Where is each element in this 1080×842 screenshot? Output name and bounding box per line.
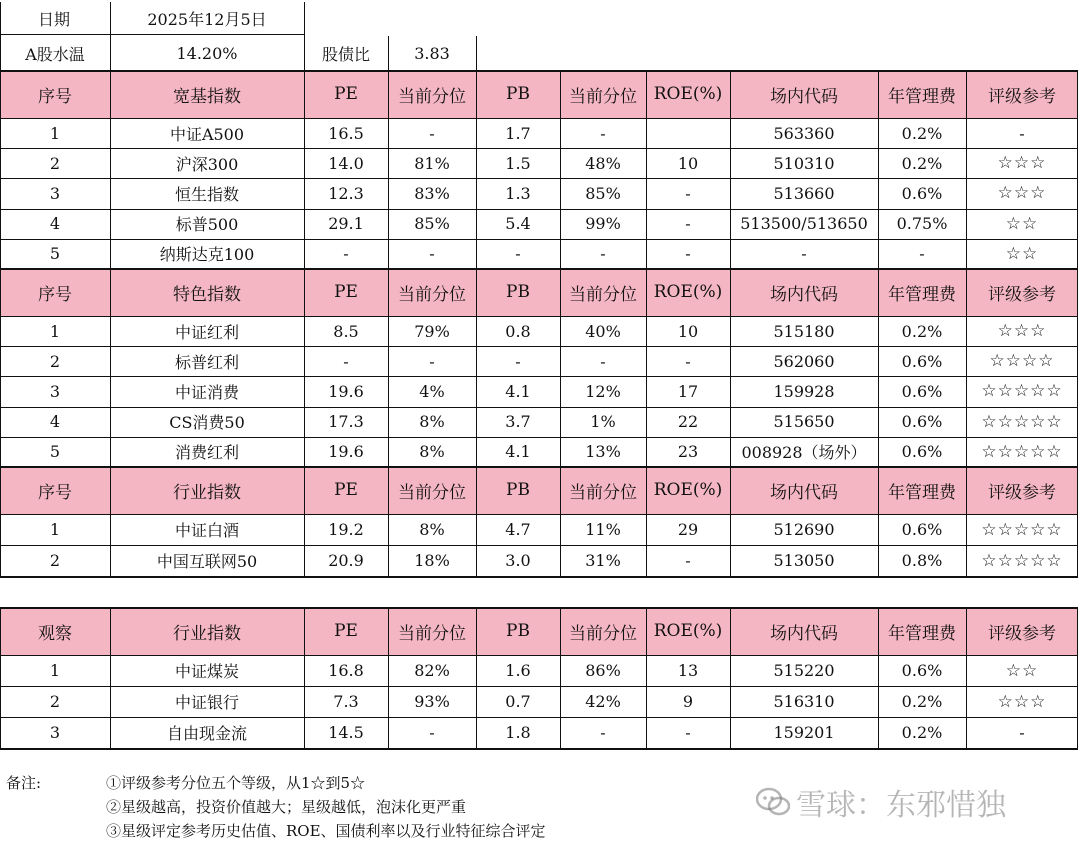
grid-line xyxy=(646,70,647,269)
cell-index-name: 中证红利 xyxy=(174,322,239,342)
note-line: ①评级参考分位五个等级，从1☆到5☆ xyxy=(106,774,366,792)
grid-line xyxy=(0,607,1078,609)
cell-management-fee: 0.6% xyxy=(901,183,943,203)
cell-management-fee: 0.8% xyxy=(901,551,943,570)
cell-rating: ☆☆☆ xyxy=(997,321,1047,342)
grid-line xyxy=(560,70,561,269)
grid-line xyxy=(646,607,647,748)
cell-ticker-code: 512690 xyxy=(773,520,835,539)
cell-pe-percentile: 82% xyxy=(414,661,450,680)
cell-pe-percentile: 79% xyxy=(414,321,450,341)
grid-line xyxy=(1077,607,1078,748)
cell-pb: 3.0 xyxy=(505,551,531,570)
grid-line xyxy=(966,268,967,467)
date-value: 2025年12月5日 xyxy=(147,9,267,29)
cell-index-name: 自由现金流 xyxy=(166,724,247,743)
header-management-fee: 年管理费 xyxy=(878,268,966,316)
grid-line xyxy=(476,36,477,70)
cell-serial: 1 xyxy=(49,321,61,341)
cell-pb: 5.4 xyxy=(505,214,531,234)
cell-management-fee: 0.6% xyxy=(901,442,943,462)
grid-line xyxy=(878,268,879,467)
grid-line xyxy=(0,268,1,467)
grid-line xyxy=(0,748,1078,750)
header-pb-percentile: 当前分位 xyxy=(560,70,646,118)
grid-line xyxy=(0,686,1078,687)
header-index-name: 行业指数 xyxy=(110,466,304,514)
cell-pb: 3.7 xyxy=(505,412,531,432)
grid-line xyxy=(0,545,1078,546)
date-label: 日期 xyxy=(38,9,71,29)
grid-line xyxy=(0,148,1078,149)
cell-pb: - xyxy=(515,244,521,264)
cell-management-fee: - xyxy=(919,244,925,264)
cell-pb: 1.3 xyxy=(505,183,531,203)
cell-rating: ☆☆ xyxy=(1005,660,1039,681)
cell-ticker-code: 513660 xyxy=(773,183,835,203)
grid-line xyxy=(476,607,477,748)
grid-line xyxy=(878,466,879,576)
cell-rating: ☆☆☆☆ xyxy=(989,351,1055,372)
grid-line xyxy=(878,70,879,269)
header-serial: 观察 xyxy=(0,607,110,655)
notes-label: 备注: xyxy=(6,774,42,792)
grid-line xyxy=(0,70,1,269)
header-serial: 序号 xyxy=(0,70,110,118)
cell-rating: ☆☆ xyxy=(1005,213,1039,234)
cell-pe-percentile: 8% xyxy=(419,412,445,432)
grid-line xyxy=(560,268,561,467)
cell-pe: 29.1 xyxy=(328,214,364,234)
cell-management-fee: 0.6% xyxy=(901,412,943,432)
grid-line xyxy=(560,466,561,576)
cell-index-name: 纳斯达克100 xyxy=(159,245,255,265)
header-pb: PB xyxy=(476,607,560,655)
header-management-fee: 年管理费 xyxy=(878,466,966,514)
cell-roe: 9 xyxy=(682,692,694,711)
cell-serial: 3 xyxy=(49,381,61,401)
cell-pb: 1.6 xyxy=(505,661,531,680)
cell-ticker-code: 516310 xyxy=(773,692,835,711)
cell-serial: 1 xyxy=(49,123,61,143)
cell-management-fee: 0.75% xyxy=(896,214,948,234)
cell-pb-percentile: 40% xyxy=(585,321,621,341)
cell-rating: ☆☆ xyxy=(1005,243,1039,264)
cell-pe-percentile: 4% xyxy=(419,381,445,401)
cell-pe: 20.9 xyxy=(328,551,364,570)
cell-roe: - xyxy=(685,351,691,371)
cell-ticker-code: 515650 xyxy=(773,412,835,432)
cell-pb: 4.7 xyxy=(505,520,531,539)
cell-management-fee: 0.2% xyxy=(901,723,943,742)
header-management-fee: 年管理费 xyxy=(878,70,966,118)
water-temp-label: A股水温 xyxy=(25,44,85,64)
cell-ticker-code: 159201 xyxy=(773,723,835,742)
cell-rating: ☆☆☆☆☆ xyxy=(981,550,1063,571)
header-pe: PE xyxy=(304,466,388,514)
header-index-name: 宽基指数 xyxy=(110,70,304,118)
grid-line xyxy=(0,466,1078,468)
cell-serial: 2 xyxy=(49,692,61,711)
cell-serial: 1 xyxy=(49,520,61,539)
cell-ticker-code: 510310 xyxy=(773,153,835,173)
cell-pe-percentile: - xyxy=(429,244,435,264)
grid-line xyxy=(0,2,1,70)
cell-roe xyxy=(646,118,730,148)
cell-pb-percentile: - xyxy=(600,123,606,143)
cell-roe: 22 xyxy=(677,412,699,432)
grid-line xyxy=(0,437,1078,438)
cell-pb-percentile: 31% xyxy=(585,551,621,570)
cell-pb-percentile: 99% xyxy=(585,214,621,234)
cell-pe: 14.0 xyxy=(328,153,364,173)
header-ticker-code: 场内代码 xyxy=(730,607,878,655)
cell-pb: - xyxy=(515,351,521,371)
cell-pe: 19.6 xyxy=(328,381,364,401)
grid-line xyxy=(476,70,477,269)
cell-pb-percentile: 86% xyxy=(585,661,621,680)
grid-line xyxy=(388,70,389,269)
grid-line xyxy=(730,466,731,576)
header-pb-percentile: 当前分位 xyxy=(560,607,646,655)
cell-rating: ☆☆☆ xyxy=(997,691,1047,712)
grid-line xyxy=(388,607,389,748)
cell-management-fee: 0.6% xyxy=(901,351,943,371)
cell-index-name: 中证煤炭 xyxy=(174,662,239,681)
cell-rating: - xyxy=(1019,123,1025,143)
header-pe-percentile: 当前分位 xyxy=(388,70,476,118)
header-rating: 评级参考 xyxy=(966,466,1078,514)
cell-ticker-code: 008928（场外） xyxy=(741,443,867,463)
grid-line xyxy=(646,466,647,576)
cell-pe-percentile: - xyxy=(429,123,435,143)
cell-pb-percentile: - xyxy=(600,351,606,371)
cell-index-name: CS消费50 xyxy=(169,413,245,433)
grid-line xyxy=(0,466,1,576)
header-pb: PB xyxy=(476,268,560,316)
grid-line xyxy=(110,607,111,748)
cell-pb: 0.8 xyxy=(505,321,531,341)
cell-roe: - xyxy=(685,244,691,264)
cell-pb-percentile: 48% xyxy=(585,153,621,173)
cell-index-name: 消费红利 xyxy=(174,443,239,463)
grid-line xyxy=(110,2,111,70)
cell-pb: 1.7 xyxy=(505,123,531,143)
grid-line xyxy=(304,2,305,70)
cell-pe: 19.2 xyxy=(328,520,364,539)
grid-line xyxy=(0,178,1078,179)
header-pe: PE xyxy=(304,607,388,655)
grid-line xyxy=(476,466,477,576)
note-line: ③星级评定参考历史估值、ROE、国债利率以及行业特征综合评定 xyxy=(106,822,546,840)
cell-pb-percentile: 85% xyxy=(585,183,621,203)
note-line: ②星级越高，投资价值越大；星级越低，泡沫化更严重 xyxy=(106,798,467,816)
grid-line xyxy=(0,268,1078,270)
cell-pb-percentile: 11% xyxy=(585,520,621,539)
cell-roe: 29 xyxy=(677,520,699,539)
cell-index-name: 中国互联网50 xyxy=(156,552,258,571)
grid-line xyxy=(388,36,389,70)
cell-pe-percentile: 8% xyxy=(419,520,445,539)
cell-pe-percentile: 83% xyxy=(414,183,450,203)
cell-pb-percentile: 1% xyxy=(590,412,616,432)
header-pe-percentile: 当前分位 xyxy=(388,607,476,655)
header-rating: 评级参考 xyxy=(966,268,1078,316)
cell-index-name: 标普红利 xyxy=(174,352,239,372)
cell-management-fee: 0.6% xyxy=(901,381,943,401)
header-pb-percentile: 当前分位 xyxy=(560,466,646,514)
grid-line xyxy=(730,70,731,269)
header-serial: 序号 xyxy=(0,268,110,316)
cell-pe-percentile: - xyxy=(429,351,435,371)
cell-index-name: 中证消费 xyxy=(174,382,239,402)
grid-line xyxy=(730,607,731,748)
grid-line xyxy=(0,34,304,35)
cell-pb: 1.8 xyxy=(505,723,531,742)
watermark-text: 雪球：东邪惜独 xyxy=(796,788,1006,823)
cell-roe: 13 xyxy=(677,661,699,680)
grid-line xyxy=(0,514,1078,515)
grid-line xyxy=(0,209,1078,210)
header-roe: ROE(%) xyxy=(646,70,730,118)
grid-line xyxy=(304,466,305,576)
cell-pb-percentile: - xyxy=(600,723,606,742)
header-index-name: 特色指数 xyxy=(110,268,304,316)
cell-serial: 3 xyxy=(49,723,61,742)
grid-line xyxy=(966,466,967,576)
header-ticker-code: 场内代码 xyxy=(730,466,878,514)
cell-serial: 1 xyxy=(49,661,61,680)
cell-pb-percentile: 42% xyxy=(585,692,621,711)
cell-pe-percentile: 8% xyxy=(419,442,445,462)
header-serial: 序号 xyxy=(0,466,110,514)
grid-line xyxy=(304,607,305,748)
grid-line xyxy=(966,607,967,748)
grid-line xyxy=(110,70,111,269)
header-pe: PE xyxy=(304,70,388,118)
grid-line xyxy=(0,376,1078,377)
cell-roe: 17 xyxy=(677,381,699,401)
cell-pe: 16.8 xyxy=(328,661,364,680)
grid-line xyxy=(0,118,1078,119)
cell-ticker-code: 159928 xyxy=(773,381,835,401)
cell-pb: 0.7 xyxy=(505,692,531,711)
cell-serial: 3 xyxy=(49,183,61,203)
cell-rating: ☆☆☆☆☆ xyxy=(981,411,1063,432)
grid-line xyxy=(646,268,647,467)
cell-serial: 2 xyxy=(49,153,61,173)
cell-roe: - xyxy=(685,183,691,203)
grid-line xyxy=(304,268,305,467)
cell-index-name: 中证白酒 xyxy=(174,521,239,540)
grid-line xyxy=(476,268,477,467)
cell-ticker-code: 515220 xyxy=(773,661,835,680)
grid-line xyxy=(110,268,111,467)
cell-pe: 12.3 xyxy=(328,183,364,203)
cell-ticker-code: - xyxy=(801,244,807,264)
header-pe-percentile: 当前分位 xyxy=(388,466,476,514)
watermark xyxy=(756,782,1006,822)
header-rating: 评级参考 xyxy=(966,607,1078,655)
grid-line xyxy=(0,70,476,71)
cell-pe: - xyxy=(343,244,349,264)
header-index-name: 行业指数 xyxy=(110,607,304,655)
cell-management-fee: 0.2% xyxy=(901,692,943,711)
header-pe-percentile: 当前分位 xyxy=(388,268,476,316)
grid-line xyxy=(0,655,1078,656)
grid-line xyxy=(0,239,1078,240)
grid-line xyxy=(110,466,111,576)
cell-pe-percentile: 81% xyxy=(414,153,450,173)
cell-serial: 5 xyxy=(49,244,61,264)
cell-rating: ☆☆☆☆☆ xyxy=(981,381,1063,402)
cell-pb-percentile: 13% xyxy=(585,442,621,462)
grid-line xyxy=(0,407,1078,408)
grid-line xyxy=(388,268,389,467)
header-roe: ROE(%) xyxy=(646,466,730,514)
cell-pe-percentile: 93% xyxy=(414,692,450,711)
grid-line xyxy=(0,576,1078,578)
header-roe: ROE(%) xyxy=(646,268,730,316)
stock-bond-ratio-value: 3.83 xyxy=(414,43,450,63)
grid-line xyxy=(878,607,879,748)
cell-pe: 14.5 xyxy=(328,723,364,742)
cell-serial: 4 xyxy=(49,412,61,432)
grid-line xyxy=(1077,268,1078,467)
header-rating: 评级参考 xyxy=(966,70,1078,118)
cell-roe: - xyxy=(685,723,691,742)
cell-index-name: 中证银行 xyxy=(174,693,239,712)
cell-roe: 10 xyxy=(677,321,699,341)
cell-index-name: 恒生指数 xyxy=(174,184,239,204)
cell-ticker-code: 515180 xyxy=(773,321,835,341)
header-pe: PE xyxy=(304,268,388,316)
cell-roe: 10 xyxy=(677,153,699,173)
cell-rating: ☆☆☆☆☆ xyxy=(981,441,1063,462)
grid-line xyxy=(0,346,1078,347)
cell-pe-percentile: 85% xyxy=(414,214,450,234)
cell-roe: 23 xyxy=(677,442,699,462)
grid-line xyxy=(560,607,561,748)
grid-line xyxy=(0,717,1078,718)
cell-serial: 2 xyxy=(49,351,61,371)
cell-pe: 7.3 xyxy=(333,692,359,711)
cell-pb: 4.1 xyxy=(505,381,531,401)
cell-rating: ☆☆☆ xyxy=(997,153,1047,174)
header-pb-percentile: 当前分位 xyxy=(560,268,646,316)
header-pb: PB xyxy=(476,70,560,118)
cell-pb-percentile: - xyxy=(600,244,606,264)
cell-roe: - xyxy=(685,551,691,570)
grid-line xyxy=(966,70,967,269)
cell-pe: 19.6 xyxy=(328,442,364,462)
grid-line xyxy=(388,466,389,576)
header-ticker-code: 场内代码 xyxy=(730,268,878,316)
snowball-logo-icon xyxy=(756,787,790,817)
cell-ticker-code: 563360 xyxy=(773,123,835,143)
grid-line xyxy=(304,70,305,269)
cell-ticker-code: 513500/513650 xyxy=(740,214,868,234)
cell-management-fee: 0.2% xyxy=(901,153,943,173)
cell-pb: 4.1 xyxy=(505,442,531,462)
cell-rating: - xyxy=(1019,723,1025,742)
cell-pe: 8.5 xyxy=(333,321,359,341)
cell-serial: 4 xyxy=(49,214,61,234)
cell-ticker-code: 562060 xyxy=(773,351,835,371)
water-temp-value: 14.20% xyxy=(176,43,238,63)
grid-line xyxy=(0,316,1078,317)
cell-management-fee: 0.6% xyxy=(901,661,943,680)
cell-pb: 1.5 xyxy=(505,153,531,173)
header-management-fee: 年管理费 xyxy=(878,607,966,655)
cell-pe: 17.3 xyxy=(328,412,364,432)
cell-pe: 16.5 xyxy=(328,123,364,143)
cell-pe: - xyxy=(343,351,349,371)
cell-rating: ☆☆☆ xyxy=(997,183,1047,204)
grid-line xyxy=(1077,466,1078,576)
cell-ticker-code: 513050 xyxy=(773,551,835,570)
cell-index-name: 标普500 xyxy=(175,215,239,235)
header-roe: ROE(%) xyxy=(646,607,730,655)
grid-line xyxy=(0,607,1,748)
cell-pb-percentile: 12% xyxy=(585,381,621,401)
grid-line xyxy=(1077,70,1078,269)
cell-serial: 5 xyxy=(49,442,61,462)
cell-management-fee: 0.2% xyxy=(901,321,943,341)
cell-index-name: 中证A500 xyxy=(169,124,245,144)
cell-pe-percentile: - xyxy=(429,723,435,742)
cell-roe: - xyxy=(685,214,691,234)
header-ticker-code: 场内代码 xyxy=(730,70,878,118)
grid-line xyxy=(730,268,731,467)
header-pb: PB xyxy=(476,466,560,514)
cell-pe-percentile: 18% xyxy=(414,551,450,570)
cell-index-name: 沪深300 xyxy=(175,154,239,174)
cell-serial: 2 xyxy=(49,551,61,570)
cell-management-fee: 0.2% xyxy=(901,123,943,143)
cell-rating: ☆☆☆☆☆ xyxy=(981,519,1063,540)
cell-management-fee: 0.6% xyxy=(901,520,943,539)
stock-bond-ratio-label: 股债比 xyxy=(321,44,370,64)
